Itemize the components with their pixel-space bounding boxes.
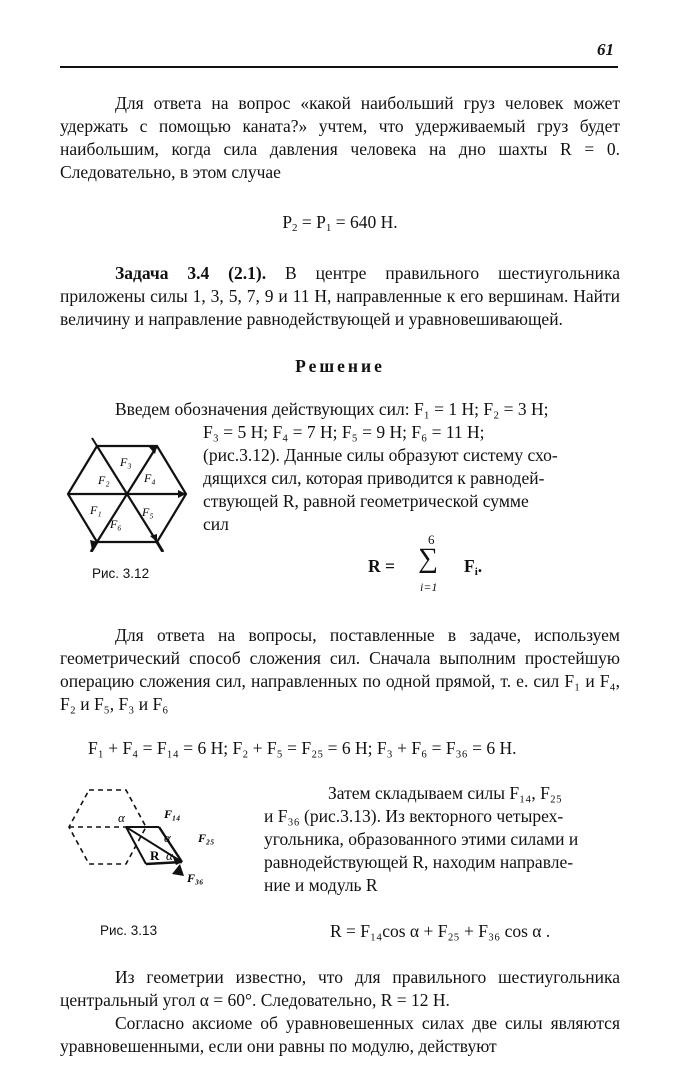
fig2-label-alpha-1: α xyxy=(118,810,125,825)
task-text: В центре правильного шестиугольника приложены силы 1, 3, 5, 7, 9 и 11 Н, направленные к его вершинам. Найти величину и направление равнодействующей и уравновешивающей. xyxy=(60,263,620,329)
fig1-label-f3: F₃ xyxy=(120,455,132,469)
intro-line-4: дящихся сил, которая приводится к равнодей- xyxy=(203,468,545,488)
equation-p2-p1: $P_2 = P_1 = 640$ Н. xyxy=(282,212,398,234)
fig1-label-f4: F₄ xyxy=(144,471,156,485)
figure-3-12-caption: Рис. 3.12 xyxy=(92,566,150,581)
fig1-label-f2: F₂ xyxy=(98,473,110,487)
task-label: Задача 3.4 (2.1). xyxy=(115,263,267,283)
intro-line: Введем обозначения действующих сил: F₁ = 1 Н; F₂ = 3 Н; xyxy=(115,399,549,419)
fig2-label-alpha-2: α xyxy=(164,830,171,845)
task-statement xyxy=(60,262,620,331)
equation-resultant: R = F₁₄cos α + F₂₅ + F₃₆ cos α . xyxy=(330,921,551,941)
para3-line-2: и F₃₆ (рис.3.13). Из векторного четырех- xyxy=(264,806,564,826)
para3-line-5: ние и модуль R xyxy=(264,875,378,895)
paragraph-central-angle: Из геометрии известно, что для правильного шестиугольника центральный угол α = 60°. Следовательно, R = 12 Н. xyxy=(60,967,620,1010)
para3-line-3: угольника, образованного этими силами и xyxy=(264,829,579,849)
fig2-label-f36: F₃₆ xyxy=(187,871,204,885)
fig2-label-f14: F₁₄ xyxy=(164,807,181,821)
intro-line-6: сил xyxy=(203,514,229,534)
figure-3-13-caption: Рис. 3.13 xyxy=(100,923,158,938)
intro-line-2: F₃ = 5 Н; F₄ = 7 Н; F₅ = 9 Н; F₆ = 11 Н; xyxy=(203,422,485,442)
figure-3-13-vector-polygon xyxy=(54,782,234,892)
paragraph-equilibrium-axiom: Согласно аксиоме об уравновешенных силах две силы являются уравновешенными, если они равны по модулю, действуют xyxy=(60,1013,620,1056)
page-number: 61 xyxy=(597,40,614,59)
fig2-label-r: R xyxy=(150,848,160,863)
fig1-label-f5: F₅ xyxy=(142,505,154,519)
figure-3-12-hexagon xyxy=(62,432,192,552)
fig1-label-f1: F₁ xyxy=(90,503,102,517)
fig2-label-f25: F₂₅ xyxy=(198,831,215,845)
sum-formula: R = 6 ∑ i=1 $F_i$. xyxy=(368,532,483,594)
equation-pair-sums: F₁ + F₄ = F₁₄ = 6 Н; F₂ + F₅ = F₂₅ = 6 Н; F₃ + F₆ = F₃₆ = 6 Н. xyxy=(88,738,517,758)
paragraph-rope-question: Для ответа на вопрос «какой наибольший груз человек может удержать с помощью каната?» учтем, что удерживаемый груз будет наибольшим, когда сила давления человека на дно шахты R = 0. Следовательно, в этом случае xyxy=(60,93,620,182)
para3-line-4: равнодействующей R, находим направле- xyxy=(264,852,574,872)
intro-line-3: (рис.3.12). Данные силы образуют систему схо- xyxy=(203,445,558,465)
header-rule xyxy=(60,66,618,68)
fig1-label-f6: F₆ xyxy=(110,517,122,531)
para3-line-1: Затем складываем силы F₁₄, F₂₅ xyxy=(328,783,563,803)
paragraph-geometric-method: Для ответа на вопросы, поставленные в задаче, используем геометрический способ сложения сил. Сначала выполним простейшую операцию сложения сил, направленных по одной прямой, т. е. сил F₁ и F₄, F₂ и F₅, F₃ и F₆ xyxy=(60,625,620,714)
fig2-label-alpha-3: α xyxy=(166,848,173,863)
solution-heading: Решение xyxy=(295,356,385,376)
intro-line-5: ствующей R, равной геометрической сумме xyxy=(203,491,529,511)
